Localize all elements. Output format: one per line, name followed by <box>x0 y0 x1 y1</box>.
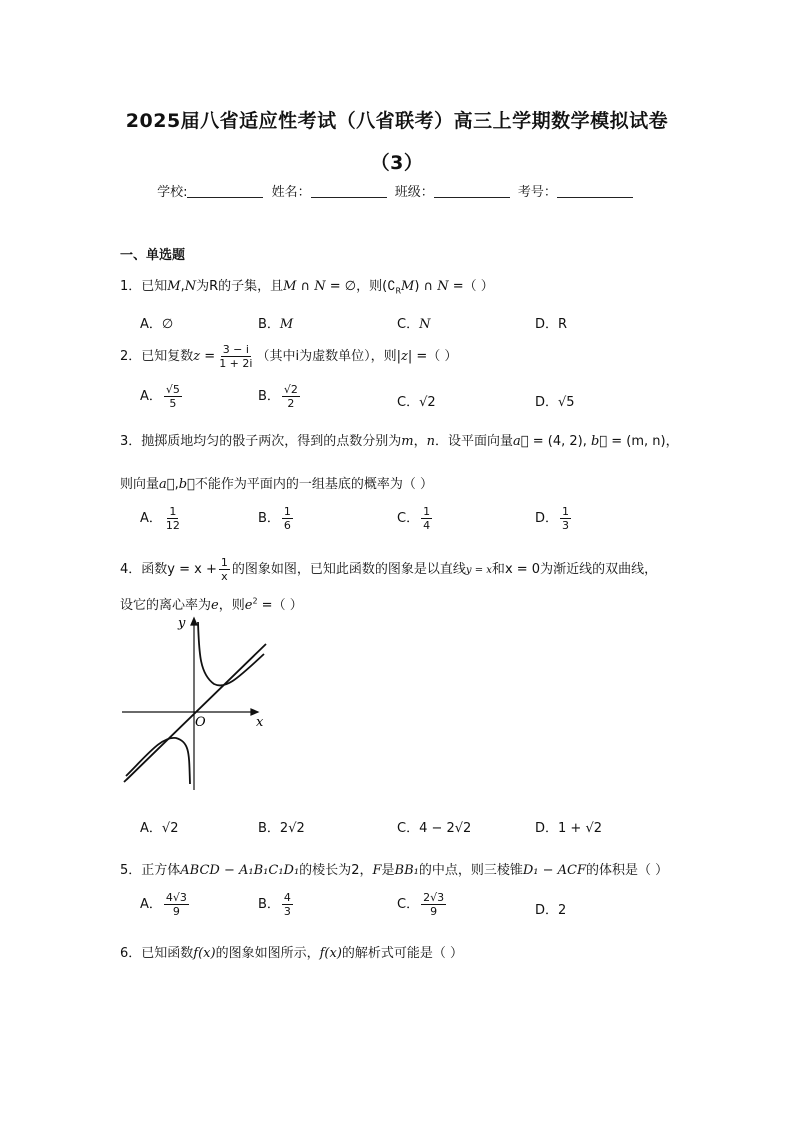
fraction <box>282 891 293 918</box>
question-4-line-1 <box>120 556 657 583</box>
question-text: （ ） <box>427 349 458 364</box>
option-label: C． <box>397 395 420 410</box>
section-heading: 一、单选题 <box>120 248 186 263</box>
option-a[interactable] <box>140 505 184 532</box>
option-label: D． <box>535 395 559 410</box>
option-label: A． <box>140 389 162 404</box>
fraction-numerator: √2 <box>283 383 298 396</box>
fraction-denominator: 9 <box>172 905 180 918</box>
y-axis-arrow-icon <box>191 618 197 625</box>
question-2: 2．已知复数z = $\frac{3 - i}{1 + 2i}$ （其中i为虚数单位），则|z| =（ ） <box>120 343 458 370</box>
option-label: C． <box>397 511 420 526</box>
fraction <box>164 505 182 532</box>
question-text: ，则 <box>356 279 383 294</box>
option-b[interactable] <box>258 313 293 332</box>
exam-title-number: （3） <box>370 152 424 174</box>
math-expr: N <box>419 317 431 332</box>
math-expr: e <box>244 598 253 613</box>
option-b[interactable] <box>258 891 295 918</box>
fraction <box>164 383 182 410</box>
math-expr: = (m, n) <box>611 434 666 449</box>
math-expr: F <box>372 863 382 878</box>
fraction-denominator: 3 <box>562 519 570 532</box>
student-info-row <box>0 181 794 200</box>
question-text: 已知函数 <box>141 946 194 961</box>
math-expr: x = 0 <box>504 562 541 577</box>
option-b[interactable] <box>258 817 305 836</box>
fraction <box>421 891 446 918</box>
math-expr: y = x + <box>167 562 217 577</box>
option-value: √5 <box>558 395 575 410</box>
question-1: 1．已知M,N为R的子集，且M ∩ N = ∅，则$(∁_RM)$ ∩ N =（ ） <box>120 279 494 296</box>
question-number: 2． <box>120 349 142 364</box>
y-axis-label: y <box>178 616 186 631</box>
math-expr: y = x <box>465 565 492 576</box>
option-a[interactable]: A．∅ <box>140 317 174 332</box>
question-text: 的中点，则三棱锥 <box>418 863 523 878</box>
fraction-numerator: 3 − i <box>222 343 249 356</box>
question-3-line-2: 则向量a⃗,b⃗不能作为平面内的一组基底的概率为（ ） <box>120 477 433 492</box>
question-text: 和 <box>491 562 505 577</box>
option-c[interactable] <box>397 313 430 332</box>
options-4 <box>140 817 700 847</box>
option-c[interactable] <box>397 817 471 836</box>
question-text: 的图象如图，已知此函数的图象是以直线 <box>231 562 466 577</box>
math-expr: N <box>314 279 326 294</box>
question-text: ， <box>359 863 373 878</box>
question-number: 1． <box>120 279 142 294</box>
option-d[interactable] <box>535 391 575 410</box>
option-value: √2 <box>161 821 179 836</box>
option-label: C． <box>397 821 420 836</box>
fraction <box>219 556 230 583</box>
hyperbola-graph <box>118 614 278 790</box>
question-text: 抛掷质地均匀的骰子两次，得到的点数分别为 <box>141 434 402 449</box>
question-text: ，则 <box>218 598 245 613</box>
math-expr: M <box>167 279 181 294</box>
x-axis-label: x <box>256 715 264 730</box>
question-text: 函数 <box>141 562 168 577</box>
fraction-denominator: 6 <box>283 519 291 532</box>
math-expr: = (4, 2), <box>532 434 587 449</box>
school-blank[interactable] <box>187 184 263 198</box>
vector-a: a⃗ <box>513 434 529 449</box>
question-4-line-2: 设它的离心率为e，则$e^2$ =（ ） <box>120 596 303 613</box>
option-value: √2 <box>419 395 436 410</box>
question-text: 的棱长为 <box>299 863 352 878</box>
option-label: D． <box>535 903 559 918</box>
option-label: B． <box>258 897 280 912</box>
option-d[interactable] <box>535 817 602 836</box>
fraction-numerator: 1 <box>423 505 431 518</box>
question-text: （ ） <box>463 279 494 294</box>
options-5 <box>140 891 700 921</box>
question-text: 已知 <box>141 279 168 294</box>
fraction-denominator: 2 <box>287 397 295 410</box>
hyperbola-lower-branch <box>126 738 190 784</box>
fraction <box>421 505 432 532</box>
fraction-numerator: 4√3 <box>165 891 187 904</box>
math-expr: f(x) <box>319 946 342 961</box>
school-label: 学校: <box>157 185 188 200</box>
question-number: 3． <box>120 434 142 449</box>
option-value: 1 + √2 <box>558 821 602 836</box>
question-text: 不能作为平面内的一组基底的概率为（ ） <box>194 477 433 492</box>
math-expr: M <box>279 317 294 332</box>
fraction-numerator: 1 <box>283 505 291 518</box>
math-expr: BB₁ <box>394 863 419 878</box>
question-text: 是 <box>381 863 395 878</box>
math-expr: e <box>211 598 219 613</box>
question-text: 设它的离心率为 <box>120 598 212 613</box>
option-label: A． <box>140 511 162 526</box>
math-expr: ABCD − A₁B₁C₁D₁ <box>180 863 300 878</box>
option-a[interactable] <box>140 891 191 918</box>
math-expr: M <box>401 279 415 294</box>
options-3 <box>140 505 700 535</box>
option-a[interactable] <box>140 817 178 836</box>
exam-title: 2025届八省适应性考试（八省联考）高三上学期数学模拟试卷 <box>125 110 669 132</box>
fraction-numerator: 1 <box>169 505 177 518</box>
asymptote-line-inner <box>127 646 264 780</box>
question-text: 的解析式可能是（ ） <box>341 946 464 961</box>
fraction <box>282 505 293 532</box>
question-text: ．设平面向量 <box>435 434 514 449</box>
option-label: A． <box>140 897 162 912</box>
fraction-numerator: √5 <box>165 383 180 396</box>
options-2 <box>140 383 700 413</box>
hyperbola-upper-branch <box>198 622 264 686</box>
question-text: （其中i为虚数单位），则 <box>256 349 397 364</box>
math-expr: z <box>400 349 408 364</box>
fraction-denominator: 4 <box>423 519 431 532</box>
math-expr: f(x) <box>193 946 216 961</box>
question-text: 的图象如图所示， <box>215 946 320 961</box>
exam-number-blank[interactable] <box>557 184 633 198</box>
question-text: 则向量 <box>120 477 160 492</box>
option-label: A． <box>140 821 162 836</box>
question-number: 5． <box>120 863 142 878</box>
class-blank[interactable] <box>434 184 510 198</box>
math-expr: N <box>184 279 197 294</box>
name-blank[interactable] <box>311 184 387 198</box>
math-expr: 2 <box>351 863 360 878</box>
fraction-numerator: 1 <box>220 556 228 569</box>
math-expr: n <box>426 434 436 449</box>
option-a[interactable] <box>140 383 184 410</box>
fraction-denominator: 3 <box>283 905 291 918</box>
option-label: C． <box>397 897 420 912</box>
math-expr: m <box>401 434 414 449</box>
question-5 <box>120 859 668 878</box>
question-3-line-1: 3．抛掷质地均匀的骰子两次，得到的点数分别为m，n．设平面向量a⃗ = (4, 2), b⃗ = (m, n)， <box>120 434 679 449</box>
option-c[interactable] <box>397 505 434 532</box>
math-expr: M <box>283 279 297 294</box>
option-label: D． <box>535 511 559 526</box>
question-text: 正方体 <box>141 863 181 878</box>
question-text: 已知复数 <box>141 349 194 364</box>
math-expr: b⃗ <box>178 477 195 492</box>
option-value: 4 − 2√2 <box>419 821 472 836</box>
question-number: 4． <box>120 562 142 577</box>
fraction <box>164 891 189 918</box>
fraction <box>560 505 571 532</box>
origin-label: O <box>195 715 206 730</box>
fraction-denominator: 12 <box>165 519 180 532</box>
option-label: B． <box>258 389 280 404</box>
math-expr: D₁ − ACF <box>522 863 587 878</box>
vector-b: b⃗ <box>590 434 608 449</box>
question-text: 为渐近线的双曲线， <box>540 562 658 577</box>
option-label: B． <box>258 511 280 526</box>
option-c[interactable] <box>397 391 436 410</box>
fraction-denominator: 5 <box>169 397 177 410</box>
question-6 <box>120 942 463 961</box>
fraction-numerator: 1 <box>562 505 570 518</box>
fraction <box>282 383 300 410</box>
question-text: （ ） <box>272 598 303 613</box>
option-b[interactable] <box>258 383 302 410</box>
fraction <box>217 343 254 370</box>
option-value: 2√2 <box>279 821 305 836</box>
option-b[interactable] <box>258 505 295 532</box>
class-label: 班级： <box>394 185 434 200</box>
fraction-denominator: x <box>221 570 228 583</box>
fraction-numerator: 2√3 <box>423 891 445 904</box>
math-expr: z <box>193 349 201 364</box>
option-d[interactable] <box>535 505 573 532</box>
math-expr: a⃗ <box>159 477 175 492</box>
option-label: B． <box>258 317 280 332</box>
fraction-denominator: 9 <box>430 905 438 918</box>
question-number: 6． <box>120 946 142 961</box>
option-label: B． <box>258 821 280 836</box>
exam-number-label: 考号： <box>517 185 557 200</box>
question-text: 为R的子集，且 <box>196 279 284 294</box>
question-text: 的体积是（ ） <box>586 863 669 878</box>
fraction-numerator: 4 <box>283 891 291 904</box>
option-label: D． <box>535 821 559 836</box>
option-d[interactable]: D．R <box>535 317 568 332</box>
name-label: 姓名： <box>271 185 311 200</box>
option-c[interactable] <box>397 891 448 918</box>
option-value: 2 <box>558 903 567 918</box>
option-label: C． <box>397 317 420 332</box>
option-d[interactable] <box>535 899 566 918</box>
math-expr: N <box>437 279 449 294</box>
fraction-denominator: 1 + 2i <box>219 357 253 370</box>
options-1 <box>140 313 700 343</box>
